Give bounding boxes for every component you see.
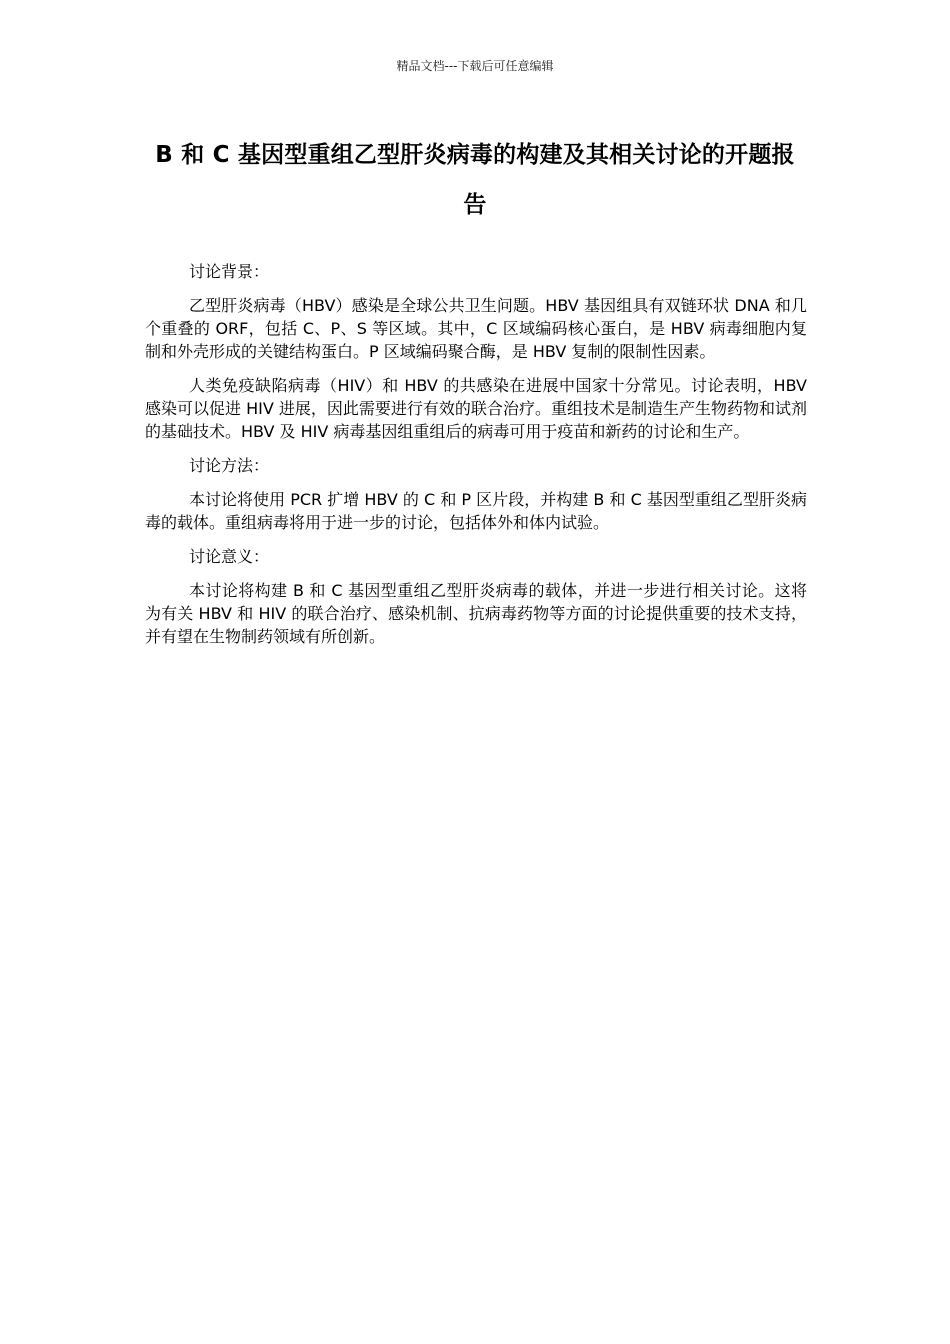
paragraph-significance-1: 本讨论将构建 B 和 C 基因型重组乙型肝炎病毒的载体，并进一步进行相关讨论。这将为有关 HBV 和 HIV 的联合治疗、感染机制、抗病毒药物等方面的讨论提供重要的技术支持，并有望在生物制药领域有所创新。 — [145, 581, 807, 646]
document-body — [145, 260, 807, 659]
paragraph-methods-1: 本讨论将使用 PCR 扩增 HBV 的 C 和 P 区片段，并构建 B 和 C 基因型重组乙型肝炎病毒的载体。重组病毒将用于进一步的讨论，包括体外和体内试验。 — [145, 490, 807, 532]
section-heading-methods: 讨论方法： — [189, 456, 270, 475]
paragraph-background-1: 乙型肝炎病毒（HBV）感染是全球公共卫生问题。HBV 基因组具有双链环状 DNA 和几个重叠的 ORF，包括 C、P、S 等区域。其中，C 区域编码核心蛋白，是 HBV 病毒细胞内复制和外壳形成的关键结构蛋白。P 区域编码聚合酶，是 HBV 复制的限制性因素。 — [145, 296, 807, 361]
paragraph-background-2: 人类免疫缺陷病毒（HIV）和 HBV 的共感染在进展中国家十分常见。讨论表明，HBV 感染可以促进 HIV 进展，因此需要进行有效的联合治疗。重组技术是制造生产生物药物和试剂的基础技术。HBV 及 HIV 病毒基因组重组后的病毒可用于疫苗和新药的讨论和生产。 — [145, 376, 807, 441]
document-title: B 和 C 基因型重组乙型肝炎病毒的构建及其相关讨论的开题报告 — [155, 142, 795, 218]
section-heading-background: 讨论背景： — [189, 262, 270, 281]
section-heading-significance: 讨论意义： — [189, 547, 270, 566]
page-header: 精品文档---下载后可任意编辑 — [396, 59, 554, 73]
